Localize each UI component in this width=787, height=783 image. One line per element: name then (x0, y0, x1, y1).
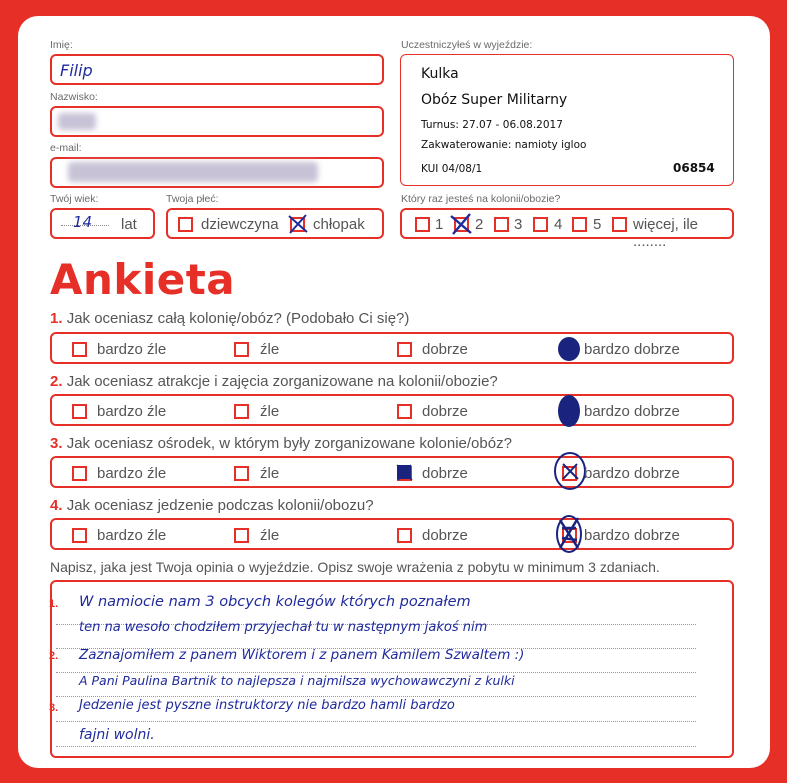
question-2 (50, 373, 498, 390)
accommodation-text: Zakwaterowanie: namioty igloo (421, 139, 587, 151)
q4-option-2-checkbox[interactable] (234, 528, 249, 543)
q3-option-3-scribbled-mark (395, 462, 415, 484)
q1-filled-mark (555, 334, 583, 364)
q3-option-3-label: dobrze (422, 465, 468, 482)
time-2-cross-mark (448, 211, 474, 237)
opinion-handwritten-line-6: fajni wolni. (79, 727, 155, 743)
question-4-text: Jak oceniasz jedzenie podczas kolonii/obozu? (66, 497, 374, 514)
time-4-label: 4 (554, 216, 563, 233)
time-more-label: więcej, ile ........ (633, 216, 699, 250)
q2-option-3-checkbox[interactable] (397, 404, 412, 419)
question-1 (50, 310, 409, 327)
opinion-handwritten-line-4: A Pani Paulina Bartnik to najlepsza i najmilsza wychowawczyni z kulki (79, 673, 515, 688)
question-4-answers (50, 518, 734, 550)
q2-option-3-label: dobrze (422, 403, 468, 420)
q4-option-3-checkbox[interactable] (397, 528, 412, 543)
last-name-label: Nazwisko: (50, 91, 98, 103)
turnus-text: Turnus: 27.07 - 06.08.2017 (421, 119, 563, 131)
redacted-last-name (58, 113, 96, 130)
opinion-handwritten-line-1: W namiocie nam 3 obcych kolegów których poznałem (79, 594, 471, 610)
gender-male-label: chłopak (313, 216, 365, 233)
age-value: 14 (73, 213, 93, 231)
q3-option-2-checkbox[interactable] (234, 466, 249, 481)
opinion-handwritten-line-3: Zaznajomiłem z panem Wiktorem i z panem Kamilem Szwaltem :) (79, 647, 525, 663)
survey-title: Ankieta (50, 255, 236, 304)
time-more-checkbox[interactable] (612, 217, 627, 232)
q2-option-2-label: źle (260, 403, 280, 420)
q1-option-1-label: bardzo źle (97, 341, 167, 358)
q1-option-1-checkbox[interactable] (72, 342, 87, 357)
gender-female-checkbox[interactable] (178, 217, 193, 232)
opinion-line-number-1: 1. (49, 598, 59, 610)
redacted-email (68, 162, 318, 182)
question-2-number: 2. (50, 373, 63, 390)
which-time-label: Który raz jesteś na kolonii/obozie? (401, 193, 561, 205)
question-3-answers (50, 456, 734, 488)
organizer-name: Kulka (421, 66, 459, 82)
last-name-field[interactable] (50, 106, 384, 137)
q3-option-1-checkbox[interactable] (72, 466, 87, 481)
q2-option-1-label: bardzo źle (97, 403, 167, 420)
gender-field (166, 208, 384, 239)
q3-option-1-label: bardzo źle (97, 465, 167, 482)
age-field[interactable] (50, 208, 155, 239)
time-1-label: 1 (435, 216, 444, 233)
opinion-line-number-3: 3. (49, 702, 59, 714)
opinion-line-number-2: 2. (49, 650, 59, 662)
first-name-field[interactable] (50, 54, 384, 85)
question-1-text: Jak oceniasz całą kolonię/obóz? (Podobało Ci się?) (66, 310, 410, 327)
opinion-handwritten-line-5: Jedzenie jest pyszne instruktorzy nie bardzo hamli bardzo (79, 698, 455, 713)
question-2-answers (50, 394, 734, 426)
email-field[interactable] (50, 157, 384, 188)
question-2-text: Jak oceniasz atrakcje i zajęcia zorganizowane na kolonii/obozie? (66, 373, 498, 390)
form-number: 06854 (673, 161, 715, 175)
q1-option-3-label: dobrze (422, 341, 468, 358)
email-label: e-mail: (50, 142, 82, 154)
q2-option-4-label: bardzo dobrze (584, 403, 680, 420)
opinion-rule-5 (56, 721, 696, 722)
q4-option-4-label: bardzo dobrze (584, 527, 680, 544)
opinion-rule-6 (56, 746, 696, 747)
camp-info-box (400, 54, 734, 186)
first-name-value: Filip (60, 61, 93, 80)
camp-code: KUI 04/08/1 (421, 163, 483, 175)
time-5-checkbox[interactable] (572, 217, 587, 232)
q4-option-1-checkbox[interactable] (72, 528, 87, 543)
q2-filled-mark (555, 390, 583, 430)
gender-male-cross-mark (286, 212, 310, 236)
time-5-label: 5 (593, 216, 602, 233)
question-1-number: 1. (50, 310, 63, 327)
gender-label: Twoja płeć: (166, 193, 219, 205)
q1-option-2-checkbox[interactable] (234, 342, 249, 357)
q1-option-3-checkbox[interactable] (397, 342, 412, 357)
q4-option-2-label: źle (260, 527, 280, 544)
q4-option-3-label: dobrze (422, 527, 468, 544)
participated-label: Uczestniczyłeś w wyjeździe: (401, 39, 533, 51)
time-1-checkbox[interactable] (415, 217, 430, 232)
question-3 (50, 435, 512, 452)
question-3-number: 3. (50, 435, 63, 452)
age-unit: lat (121, 216, 137, 233)
time-4-checkbox[interactable] (533, 217, 548, 232)
camp-name: Obóz Super Militarny (421, 92, 568, 108)
first-name-label: Imię: (50, 39, 73, 51)
opinion-instruction: Napisz, jaka jest Twoja opinia o wyjeździe. Opisz swoje wrażenia z pobytu w minimum 3 zdaniach. (50, 559, 660, 575)
gender-female-label: dziewczyna (201, 216, 279, 233)
q4-scribbled-mark (552, 510, 586, 556)
which-time-field (400, 208, 734, 250)
q3-option-4-label: bardzo dobrze (584, 465, 680, 482)
q1-option-4-label: bardzo dobrze (584, 341, 680, 358)
time-3-label: 3 (514, 216, 523, 233)
opinion-handwritten-line-2: ten na wesoło chodziłem przyjechał tu w następnym jakoś nim (79, 620, 488, 635)
age-label: Twój wiek: (50, 193, 99, 205)
question-3-text: Jak oceniasz ośrodek, w którym były zorganizowane kolonie/obóz? (66, 435, 512, 452)
opinion-rule-4 (56, 696, 696, 697)
question-1-answers (50, 332, 734, 364)
question-4 (50, 497, 374, 514)
q2-option-2-checkbox[interactable] (234, 404, 249, 419)
question-4-number: 4. (50, 497, 63, 514)
q3-option-2-label: źle (260, 465, 280, 482)
time-2-label: 2 (475, 216, 484, 233)
q2-option-1-checkbox[interactable] (72, 404, 87, 419)
time-3-checkbox[interactable] (494, 217, 509, 232)
q1-option-2-label: źle (260, 341, 280, 358)
q4-option-1-label: bardzo źle (97, 527, 167, 544)
